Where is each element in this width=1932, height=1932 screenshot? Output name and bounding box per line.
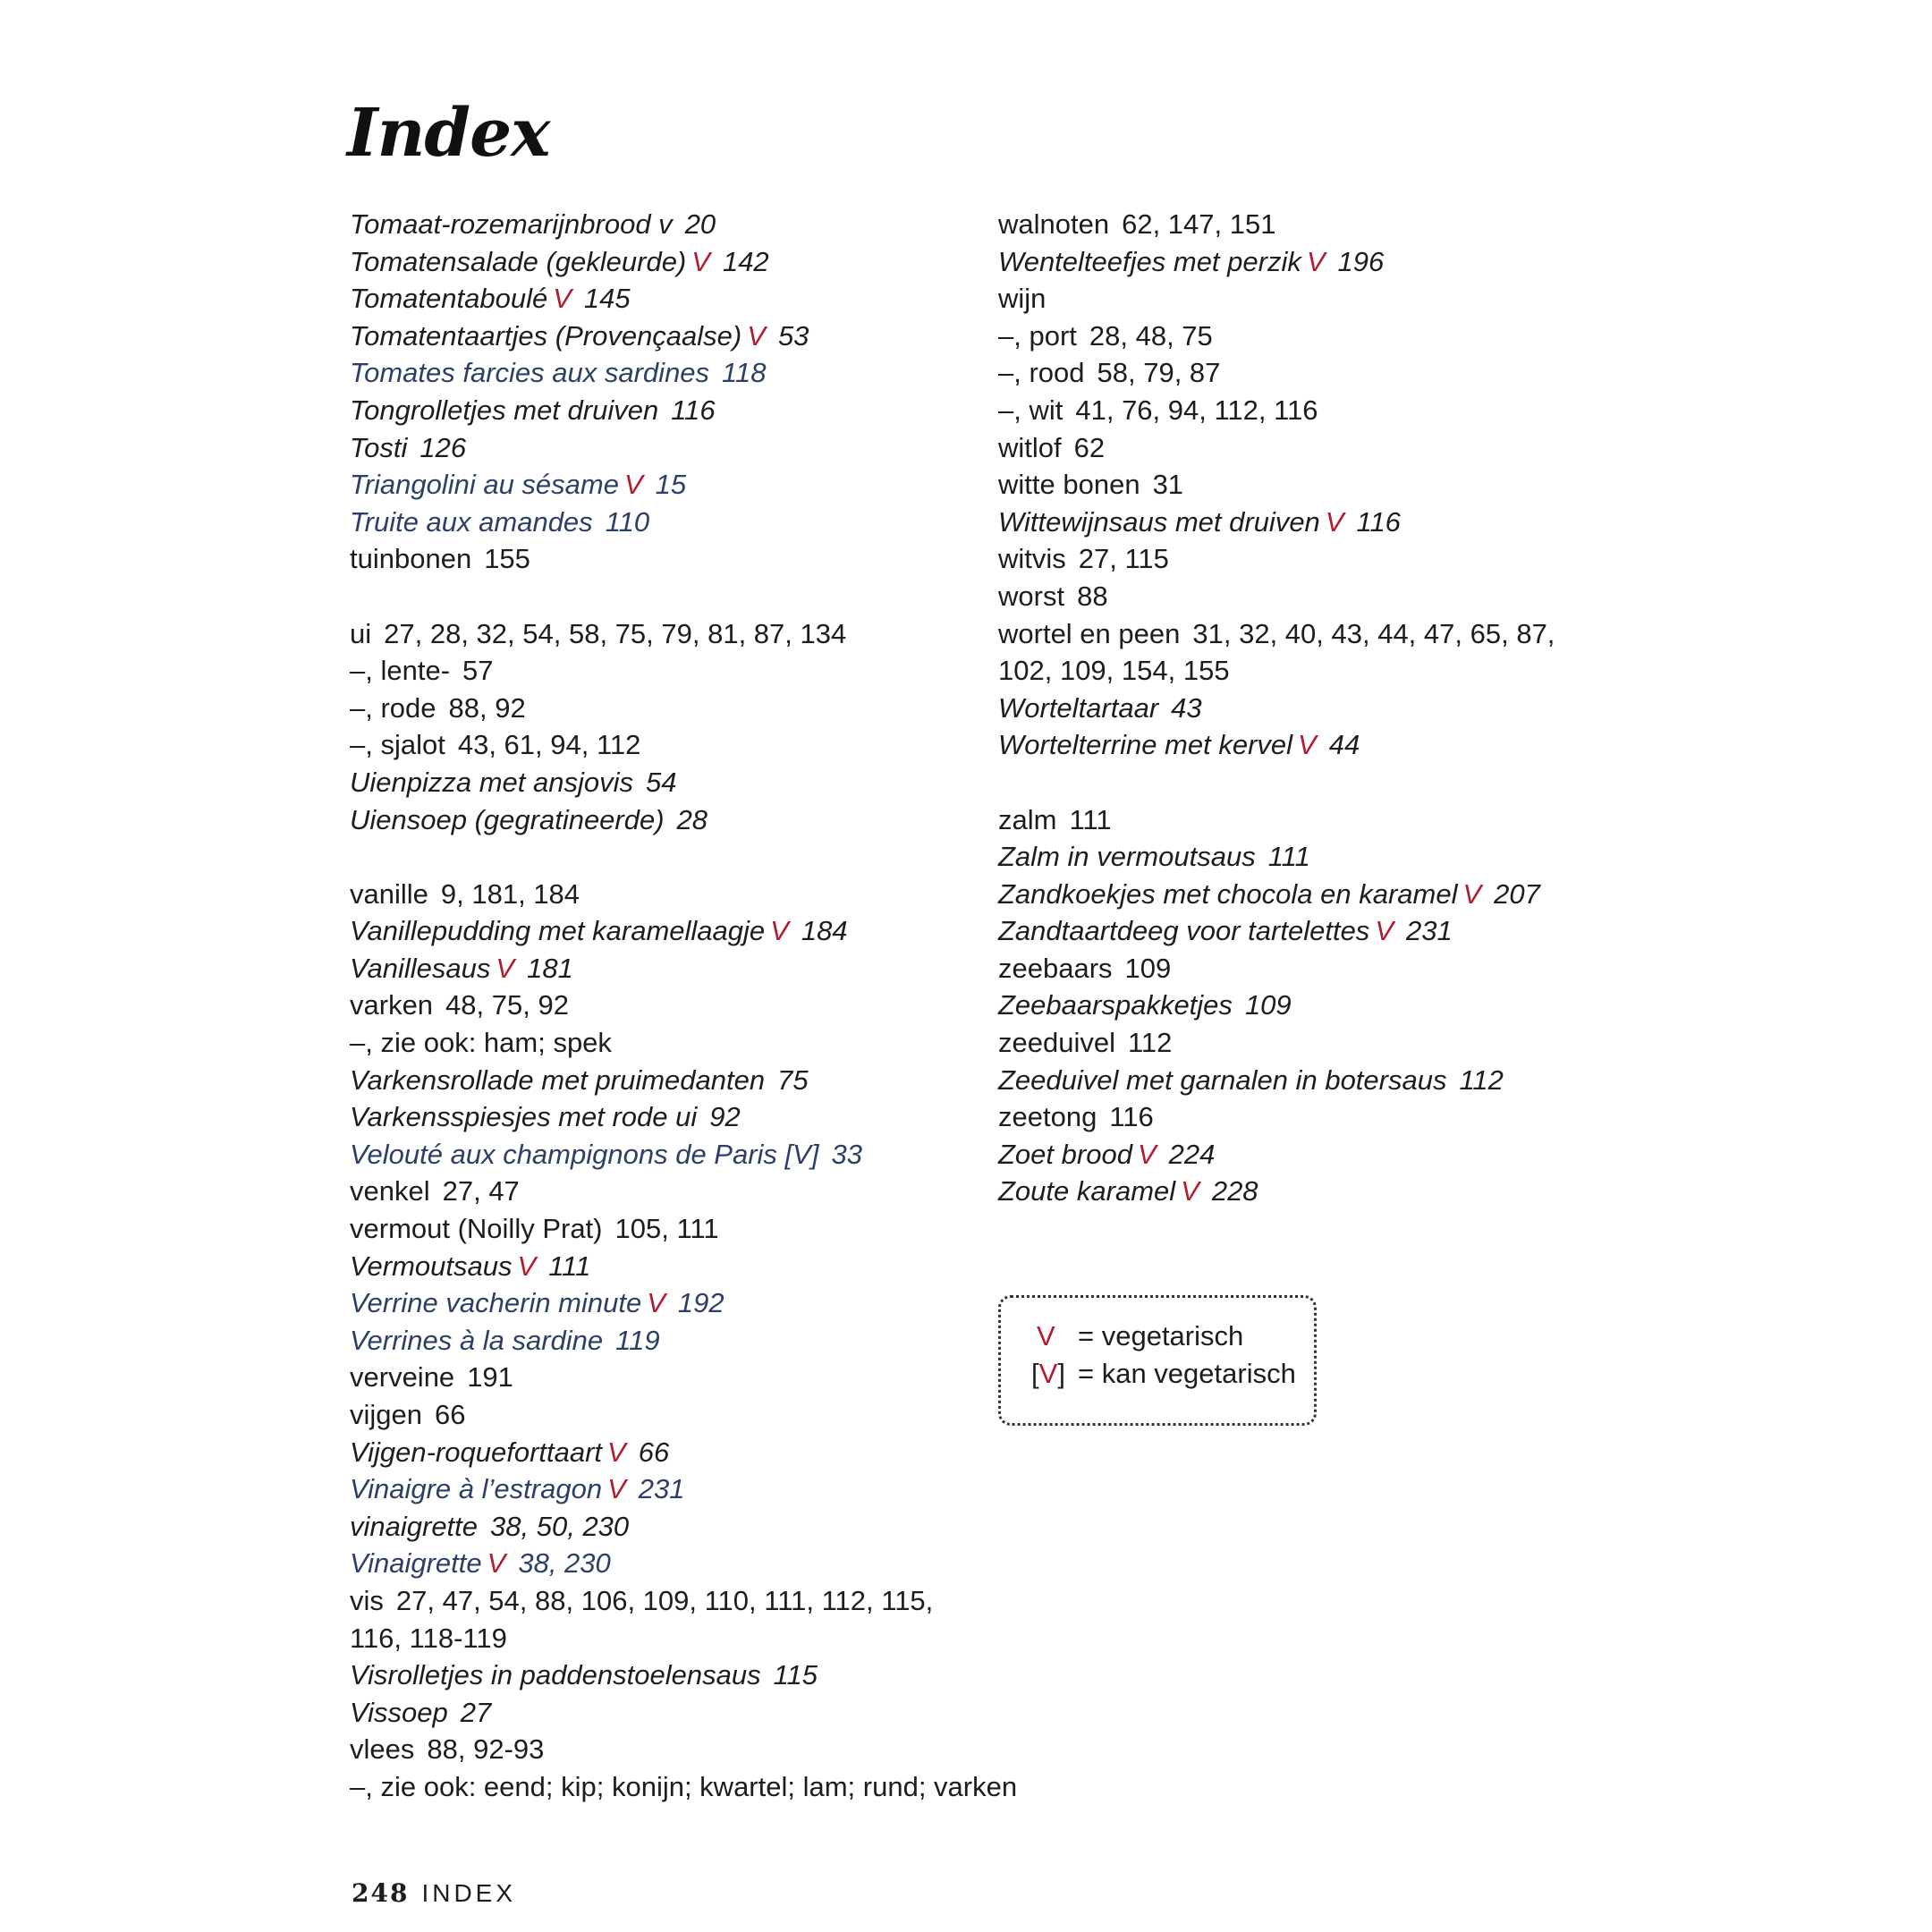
entry-term: Vanillepudding met karamellaagje xyxy=(350,915,766,947)
entry-pages: 109 xyxy=(1244,989,1292,1021)
index-entry xyxy=(998,392,1606,429)
index-entry xyxy=(350,280,976,318)
page-title: Index xyxy=(347,95,550,172)
index-entry xyxy=(350,1136,976,1174)
index-entry xyxy=(350,987,976,1024)
entry-pages: 48, 75, 92 xyxy=(445,989,569,1021)
index-entry xyxy=(350,1396,976,1434)
index-entry xyxy=(998,987,1606,1024)
index-entry xyxy=(998,466,1606,504)
index-entry xyxy=(350,1173,976,1210)
index-entry xyxy=(350,1694,976,1732)
entry-pages: 53 xyxy=(777,319,809,352)
vegetarian-marker: V xyxy=(487,1547,506,1580)
entry-term: Worteltartaar xyxy=(998,691,1159,724)
index-column-left xyxy=(350,206,1018,1806)
entry-term: tuinbonen xyxy=(350,543,472,575)
entry-pages: 145 xyxy=(583,283,631,315)
entry-pages: 191 xyxy=(467,1361,513,1394)
entry-term: –, lente- xyxy=(350,655,451,687)
entry-term: worst xyxy=(998,580,1065,612)
index-entry xyxy=(350,652,976,690)
entry-term: Uienpizza met ansjovis xyxy=(350,766,634,798)
vegetarian-marker: V xyxy=(1306,245,1326,277)
entry-term: ui xyxy=(350,617,372,649)
vegetarian-marker: V xyxy=(1181,1175,1199,1208)
entry-term: Vinaigre à l’estragon xyxy=(350,1473,603,1505)
entry-pages: 15 xyxy=(655,469,687,501)
entry-pages: 43 xyxy=(1171,691,1202,724)
index-entry xyxy=(350,615,976,653)
entry-pages: 27 xyxy=(460,1696,492,1728)
entry-pages: 224 xyxy=(1168,1138,1216,1170)
index-entry xyxy=(350,1545,976,1582)
entry-term: vijgen xyxy=(350,1399,422,1430)
entry-pages: 228 xyxy=(1211,1175,1258,1208)
index-entry xyxy=(350,1359,976,1396)
entry-term: vermout (Noilly Prat) xyxy=(350,1213,603,1245)
entry-term: Wittewijnsaus met druiven xyxy=(998,505,1320,538)
entry-term: Vanillesaus xyxy=(350,952,491,984)
index-entry xyxy=(350,801,976,839)
legend-row-can-vegetarian xyxy=(1031,1355,1314,1393)
entry-term: witvis xyxy=(998,543,1066,575)
entry-term: Vissoep xyxy=(350,1696,448,1728)
entry-pages: 110 xyxy=(605,505,650,538)
entry-term: wortel en peen xyxy=(998,617,1181,649)
index-entry xyxy=(350,1284,976,1322)
entry-term: walnoten xyxy=(998,208,1110,240)
entry-term: –, wit xyxy=(998,394,1063,426)
entry-pages: 196 xyxy=(1337,245,1385,277)
index-entry xyxy=(998,912,1606,950)
entry-pages: 31, 32, 40, 43, 44, 47, 65, 87, 102, 109, 154, 155 xyxy=(998,617,1555,687)
vegetarian-marker: V xyxy=(1462,877,1482,910)
entry-pages: 207 xyxy=(1494,877,1540,910)
vegetarian-marker: V xyxy=(1298,729,1317,761)
entry-term: Verrines à la sardine xyxy=(350,1324,604,1356)
index-entry xyxy=(998,429,1606,467)
entry-term: Zoute karamel xyxy=(998,1175,1176,1208)
entry-pages: 38, 230 xyxy=(518,1547,611,1580)
index-entry xyxy=(350,764,976,801)
index-entry xyxy=(350,354,976,392)
entry-pages: 66 xyxy=(435,1399,466,1430)
index-entry xyxy=(350,1248,976,1285)
index-entry xyxy=(998,280,1606,318)
index-entry xyxy=(998,950,1606,987)
entry-term: witlof xyxy=(998,431,1062,463)
entry-term: vlees xyxy=(350,1733,415,1766)
index-entry xyxy=(350,243,976,281)
entry-term: Tomatentaartjes (Provençaalse) xyxy=(350,319,742,352)
entry-term: venkel xyxy=(350,1175,430,1208)
index-entry xyxy=(998,578,1606,615)
entry-pages: 57 xyxy=(462,655,494,687)
entry-pages: 28, 48, 75 xyxy=(1089,319,1213,352)
legend-can-veg-symbol: [V] xyxy=(1031,1358,1065,1389)
entry-term: Wortelterrine met kervel xyxy=(998,729,1293,761)
section-gap xyxy=(350,838,976,876)
vegetarian-marker: V xyxy=(496,952,515,984)
entry-pages: 92 xyxy=(709,1101,741,1133)
entry-term: Zalm in vermoutsaus xyxy=(998,841,1256,873)
vegetarian-legend xyxy=(998,1295,1317,1426)
entry-term: Tomatensalade (gekleurde) xyxy=(350,245,687,277)
entry-term: Varkensspiesjes met rode ui xyxy=(350,1101,698,1133)
entry-term: –, rood xyxy=(998,357,1085,389)
entry-pages: 112 xyxy=(1127,1027,1173,1059)
legend-veg-symbol: V xyxy=(1037,1320,1055,1352)
entry-pages: 38, 50, 230 xyxy=(490,1510,630,1542)
entry-pages: 62 xyxy=(1073,431,1106,463)
entry-term: Zeeduivel met garnalen in botersaus xyxy=(998,1063,1447,1096)
entry-term: zeetong xyxy=(998,1101,1097,1133)
entry-pages: 58, 79, 87 xyxy=(1097,357,1221,389)
index-entry xyxy=(350,1062,976,1099)
index-entry xyxy=(998,1062,1606,1099)
entry-term: zeebaars xyxy=(998,952,1113,984)
index-entry xyxy=(350,1508,976,1546)
entry-pages: 109 xyxy=(1124,952,1172,984)
entry-term: –, port xyxy=(998,319,1077,352)
index-entry xyxy=(350,392,976,429)
vegetarian-marker: V xyxy=(1137,1138,1157,1170)
section-gap xyxy=(998,764,1606,801)
entry-pages: 115 xyxy=(773,1659,818,1691)
entry-pages: 28 xyxy=(676,803,708,835)
vegetarian-marker: V xyxy=(553,283,572,315)
entry-pages: 116 xyxy=(671,394,716,426)
entry-pages: 88, 92-93 xyxy=(427,1733,545,1766)
entry-pages: 116 xyxy=(1356,505,1401,538)
footer-label: INDEX xyxy=(421,1879,517,1907)
index-entry xyxy=(350,1470,976,1508)
index-entry xyxy=(350,950,976,987)
entry-pages: 43, 61, 94, 112 xyxy=(457,729,641,761)
entry-term: zalm xyxy=(998,803,1057,835)
entry-pages: 111 xyxy=(548,1250,591,1282)
vegetarian-marker: V xyxy=(607,1436,626,1468)
index-entry xyxy=(350,1657,976,1694)
index-entry xyxy=(998,1024,1606,1062)
index-entry xyxy=(350,1210,976,1248)
entry-term: Wentelteefjes met perzik xyxy=(998,245,1301,277)
entry-pages: 75 xyxy=(777,1063,809,1096)
index-entry xyxy=(350,1582,976,1657)
vegetarian-marker: V xyxy=(607,1473,626,1505)
entry-term: Vinaigrette xyxy=(350,1547,482,1580)
entry-term: Zandkoekjes met chocola en karamel xyxy=(998,877,1458,910)
index-entry xyxy=(998,615,1606,690)
legend-row-vegetarian xyxy=(1031,1318,1314,1355)
section-gap xyxy=(350,578,976,615)
index-entry xyxy=(350,876,976,913)
vegetarian-marker: V xyxy=(647,1287,665,1319)
entry-term: witte bonen xyxy=(998,469,1140,501)
index-entry xyxy=(350,726,976,764)
index-entry xyxy=(998,876,1606,913)
page-footer xyxy=(352,1878,517,1908)
index-entry xyxy=(350,206,976,243)
index-entry xyxy=(998,1098,1606,1136)
index-entry xyxy=(350,318,976,355)
vegetarian-marker: V xyxy=(747,319,766,352)
entry-pages: 41, 76, 94, 112, 116 xyxy=(1075,394,1318,426)
index-entry xyxy=(350,466,976,504)
entry-pages: 20 xyxy=(684,208,716,240)
entry-pages: 33 xyxy=(831,1138,862,1170)
entry-term: Tomaat-rozemarijnbrood v xyxy=(350,208,673,240)
vegetarian-marker: V xyxy=(1375,915,1394,947)
entry-pages: 88, 92 xyxy=(448,691,526,724)
entry-term: verveine xyxy=(350,1361,455,1394)
entry-pages: 9, 181, 184 xyxy=(440,877,580,910)
entry-pages: 111 xyxy=(1267,841,1310,873)
entry-term: Truite aux amandes xyxy=(350,505,593,538)
entry-term: Tomatentaboulé xyxy=(350,283,548,315)
entry-term: Velouté aux champignons de Paris [V] xyxy=(350,1138,819,1170)
entry-pages: 66 xyxy=(638,1436,670,1468)
index-entry xyxy=(998,540,1606,578)
index-entry xyxy=(998,243,1606,281)
entry-pages: 119 xyxy=(615,1324,660,1356)
entry-term: varken xyxy=(350,989,434,1021)
entry-term: –, zie ook: eend; kip; konijn; kwartel; lam; rund; varken xyxy=(350,1770,1018,1802)
entry-term: Zeebaarspakketjes xyxy=(998,989,1233,1021)
entry-term: wijn xyxy=(998,283,1046,315)
index-entry xyxy=(998,1173,1606,1210)
entry-term: –, sjalot xyxy=(350,729,445,761)
entry-term: Tongrolletjes met druiven xyxy=(350,394,659,426)
legend-can-veg-text: = kan vegetarisch xyxy=(1078,1358,1296,1389)
page-number: 248 xyxy=(352,1878,410,1908)
entry-pages: 105, 111 xyxy=(614,1213,719,1245)
entry-term: Visrolletjes in paddenstoelensaus xyxy=(350,1659,761,1691)
entry-term: Vijgen-roqueforttaart xyxy=(350,1436,603,1468)
entry-pages: 192 xyxy=(677,1287,724,1319)
entry-pages: 142 xyxy=(722,245,769,277)
entry-term: vis xyxy=(350,1584,384,1616)
entry-term: –, rode xyxy=(350,691,436,724)
vegetarian-marker: V xyxy=(691,245,710,277)
index-entry xyxy=(350,540,976,578)
legend-veg-text: = vegetarisch xyxy=(1078,1320,1244,1352)
entry-pages: 111 xyxy=(1069,803,1112,835)
entry-pages: 27, 47 xyxy=(442,1175,520,1208)
index-entry xyxy=(350,1024,976,1062)
entry-pages: 112 xyxy=(1459,1063,1504,1096)
entry-term: vinaigrette xyxy=(350,1510,479,1542)
index-entry xyxy=(350,690,976,727)
index-entry xyxy=(998,690,1606,727)
index-entry xyxy=(350,504,976,541)
index-entry xyxy=(998,801,1606,839)
entry-pages: 27, 28, 32, 54, 58, 75, 79, 81, 87, 134 xyxy=(384,617,847,649)
entry-pages: 126 xyxy=(419,431,467,463)
entry-pages: 155 xyxy=(484,543,530,575)
entry-pages: 231 xyxy=(638,1473,685,1505)
entry-pages: 231 xyxy=(1406,915,1453,947)
entry-term: Uiensoep (gegratineerde) xyxy=(350,803,665,835)
index-entry xyxy=(350,429,976,467)
index-entry xyxy=(998,354,1606,392)
index-entry xyxy=(350,1434,976,1471)
index-entry xyxy=(998,838,1606,876)
entry-pages: 88 xyxy=(1077,580,1108,612)
entry-term: zeeduivel xyxy=(998,1027,1115,1059)
entry-term: Tomates farcies aux sardines xyxy=(350,357,710,389)
index-entry xyxy=(350,1322,976,1360)
index-entry xyxy=(998,1136,1606,1174)
index-entry xyxy=(998,206,1606,243)
entry-pages: 27, 115 xyxy=(1078,543,1169,575)
entry-term: –, zie ook: ham; spek xyxy=(350,1027,612,1059)
entry-pages: 116 xyxy=(1109,1101,1154,1133)
entry-term: vanille xyxy=(350,877,428,910)
entry-pages: 44 xyxy=(1328,729,1360,761)
entry-pages: 54 xyxy=(646,766,677,798)
vegetarian-marker: V xyxy=(517,1250,537,1282)
entry-term: Zoet brood xyxy=(998,1138,1132,1170)
entry-term: Verrine vacherin minute xyxy=(350,1287,642,1319)
vegetarian-marker: V xyxy=(1325,505,1344,538)
entry-term: Vermoutsaus xyxy=(350,1250,513,1282)
index-entry xyxy=(998,726,1606,764)
entry-term: Triangolini au sésame xyxy=(350,469,619,501)
entry-pages: 27, 47, 54, 88, 106, 109, 110, 111, 112, 115, 116, 118-119 xyxy=(350,1584,934,1654)
entry-pages: 62, 147, 151 xyxy=(1122,208,1276,240)
entry-term: Tosti xyxy=(350,431,408,463)
index-entry xyxy=(350,912,976,950)
entry-pages: 118 xyxy=(722,357,767,389)
entry-term: Zandtaartdeeg voor tartelettes xyxy=(998,915,1370,947)
index-entry xyxy=(350,1768,1018,1806)
entry-pages: 31 xyxy=(1152,469,1184,501)
index-entry xyxy=(998,318,1606,355)
vegetarian-marker: V xyxy=(770,915,789,947)
index-entry xyxy=(998,504,1606,541)
entry-pages: 184 xyxy=(801,915,848,947)
entry-term: Varkensrollade met pruimedanten xyxy=(350,1063,766,1096)
index-entry xyxy=(350,1731,976,1768)
index-column-right xyxy=(998,206,1606,1210)
index-entry xyxy=(350,1098,976,1136)
vegetarian-marker: V xyxy=(623,469,643,501)
entry-pages: 181 xyxy=(527,952,573,984)
